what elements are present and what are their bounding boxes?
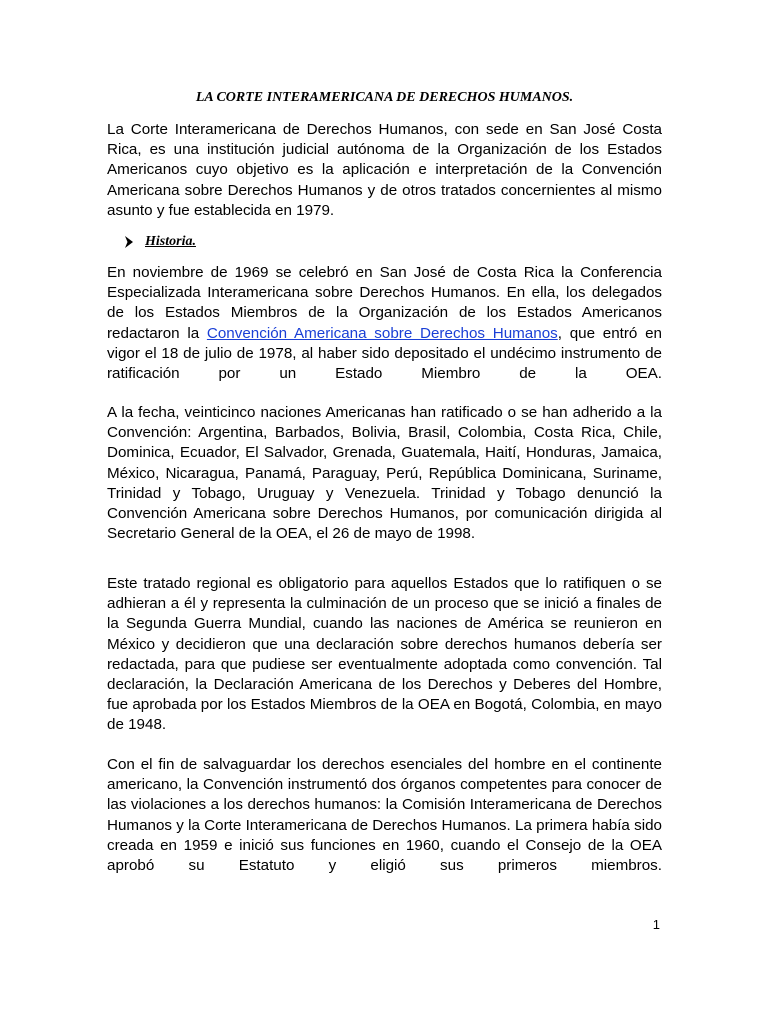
history-paragraph-3: Este tratado regional es obligatorio para aquellos Estados que lo ratifiquen o se adhieran a él y representa la culminación de un proceso que se inició a finales de la Segunda Guerra Mundial, cuando las naciones de América se reunieron en México y decidieron que una declaración sobre derechos humanos debería ser redactada, para que pudiese ser eventualmente adoptada como convención. Tal declaración, la Declaración Americana de los Derechos y Deberes del Hombre, fue aprobada por los Estados Miembros de la OEA en Bogotá, Colombia, en mayo de 1948. [107,575,662,734]
convencion-americana-link[interactable]: Convención Americana sobre Derechos Humanos [206,324,558,342]
history-paragraph-4: Con el fin de salvaguardar los derechos esenciales del hombre en el continente americano, la Convención instrumentó dos órganos competentes para conocer de las violaciones a los derechos humanos: la Comisión Interamericana de Derechos Humanos y la Corte Interamericana de Derechos Humanos. La primera había sido creada en 1959 e inició sus funciones en 1960, cuando el Consejo de la OEA aprobó su Estatuto y eligió sus primeros miembros. [107,756,662,875]
history-paragraph-2: A la fecha, veinticinco naciones Americanas han ratificado o se han adherido a la Convención: Argentina, Barbados, Bolivia, Brasil, Colombia, Costa Rica, Chile, Dominica, Ecuador, El Salvador, Grenada, Guatemala, Haití, Honduras, Jamaica, México, Nicaragua, Panamá, Paraguay, Perú, República Dominicana, Suriname, Trinidad y Tobago, Uruguay y Venezuela. Trinidad y Tobago denunció la Convención Americana sobre Derechos Humanos, por comunicación dirigida al Secretario General de la OEA, el 26 de mayo de 1998. [107,404,662,543]
arrowhead-bullet-icon [125,236,133,248]
document-title: LA CORTE INTERAMERICANA DE DERECHOS HUMANOS. [195,90,574,105]
intro-paragraph: La Corte Interamericana de Derechos Humanos, con sede en San José Costa Rica, es una institución judicial autónoma de la Organización de los Estados Americanos cuyo objetivo es la aplicación e interpretación de la Convención Americana sobre Derechos Humanos y de otros tratados concernientes al mismo asunto y fue establecida en 1979. [107,121,662,219]
history-paragraph-1-text-after: , que entró en vigor el 18 de julio de 1978, al haber sido depositado el undécimo instrumento de ratificación por un Estado Miembro de la OEA. [107,324,662,383]
history-paragraph-1-text-before: En noviembre de 1969 se celebró en San José de Costa Rica la Conferencia Especializada Interamericana sobre Derechos Humanos. En ella, los delegados de los Estados Miembros de la Organización de los Estados Americanos redactaron la [107,264,662,342]
page-number: 1 [652,917,660,932]
history-paragraph-1 [107,263,662,384]
section-heading-label: Historia. [145,234,196,249]
section-heading-historia [125,232,196,252]
